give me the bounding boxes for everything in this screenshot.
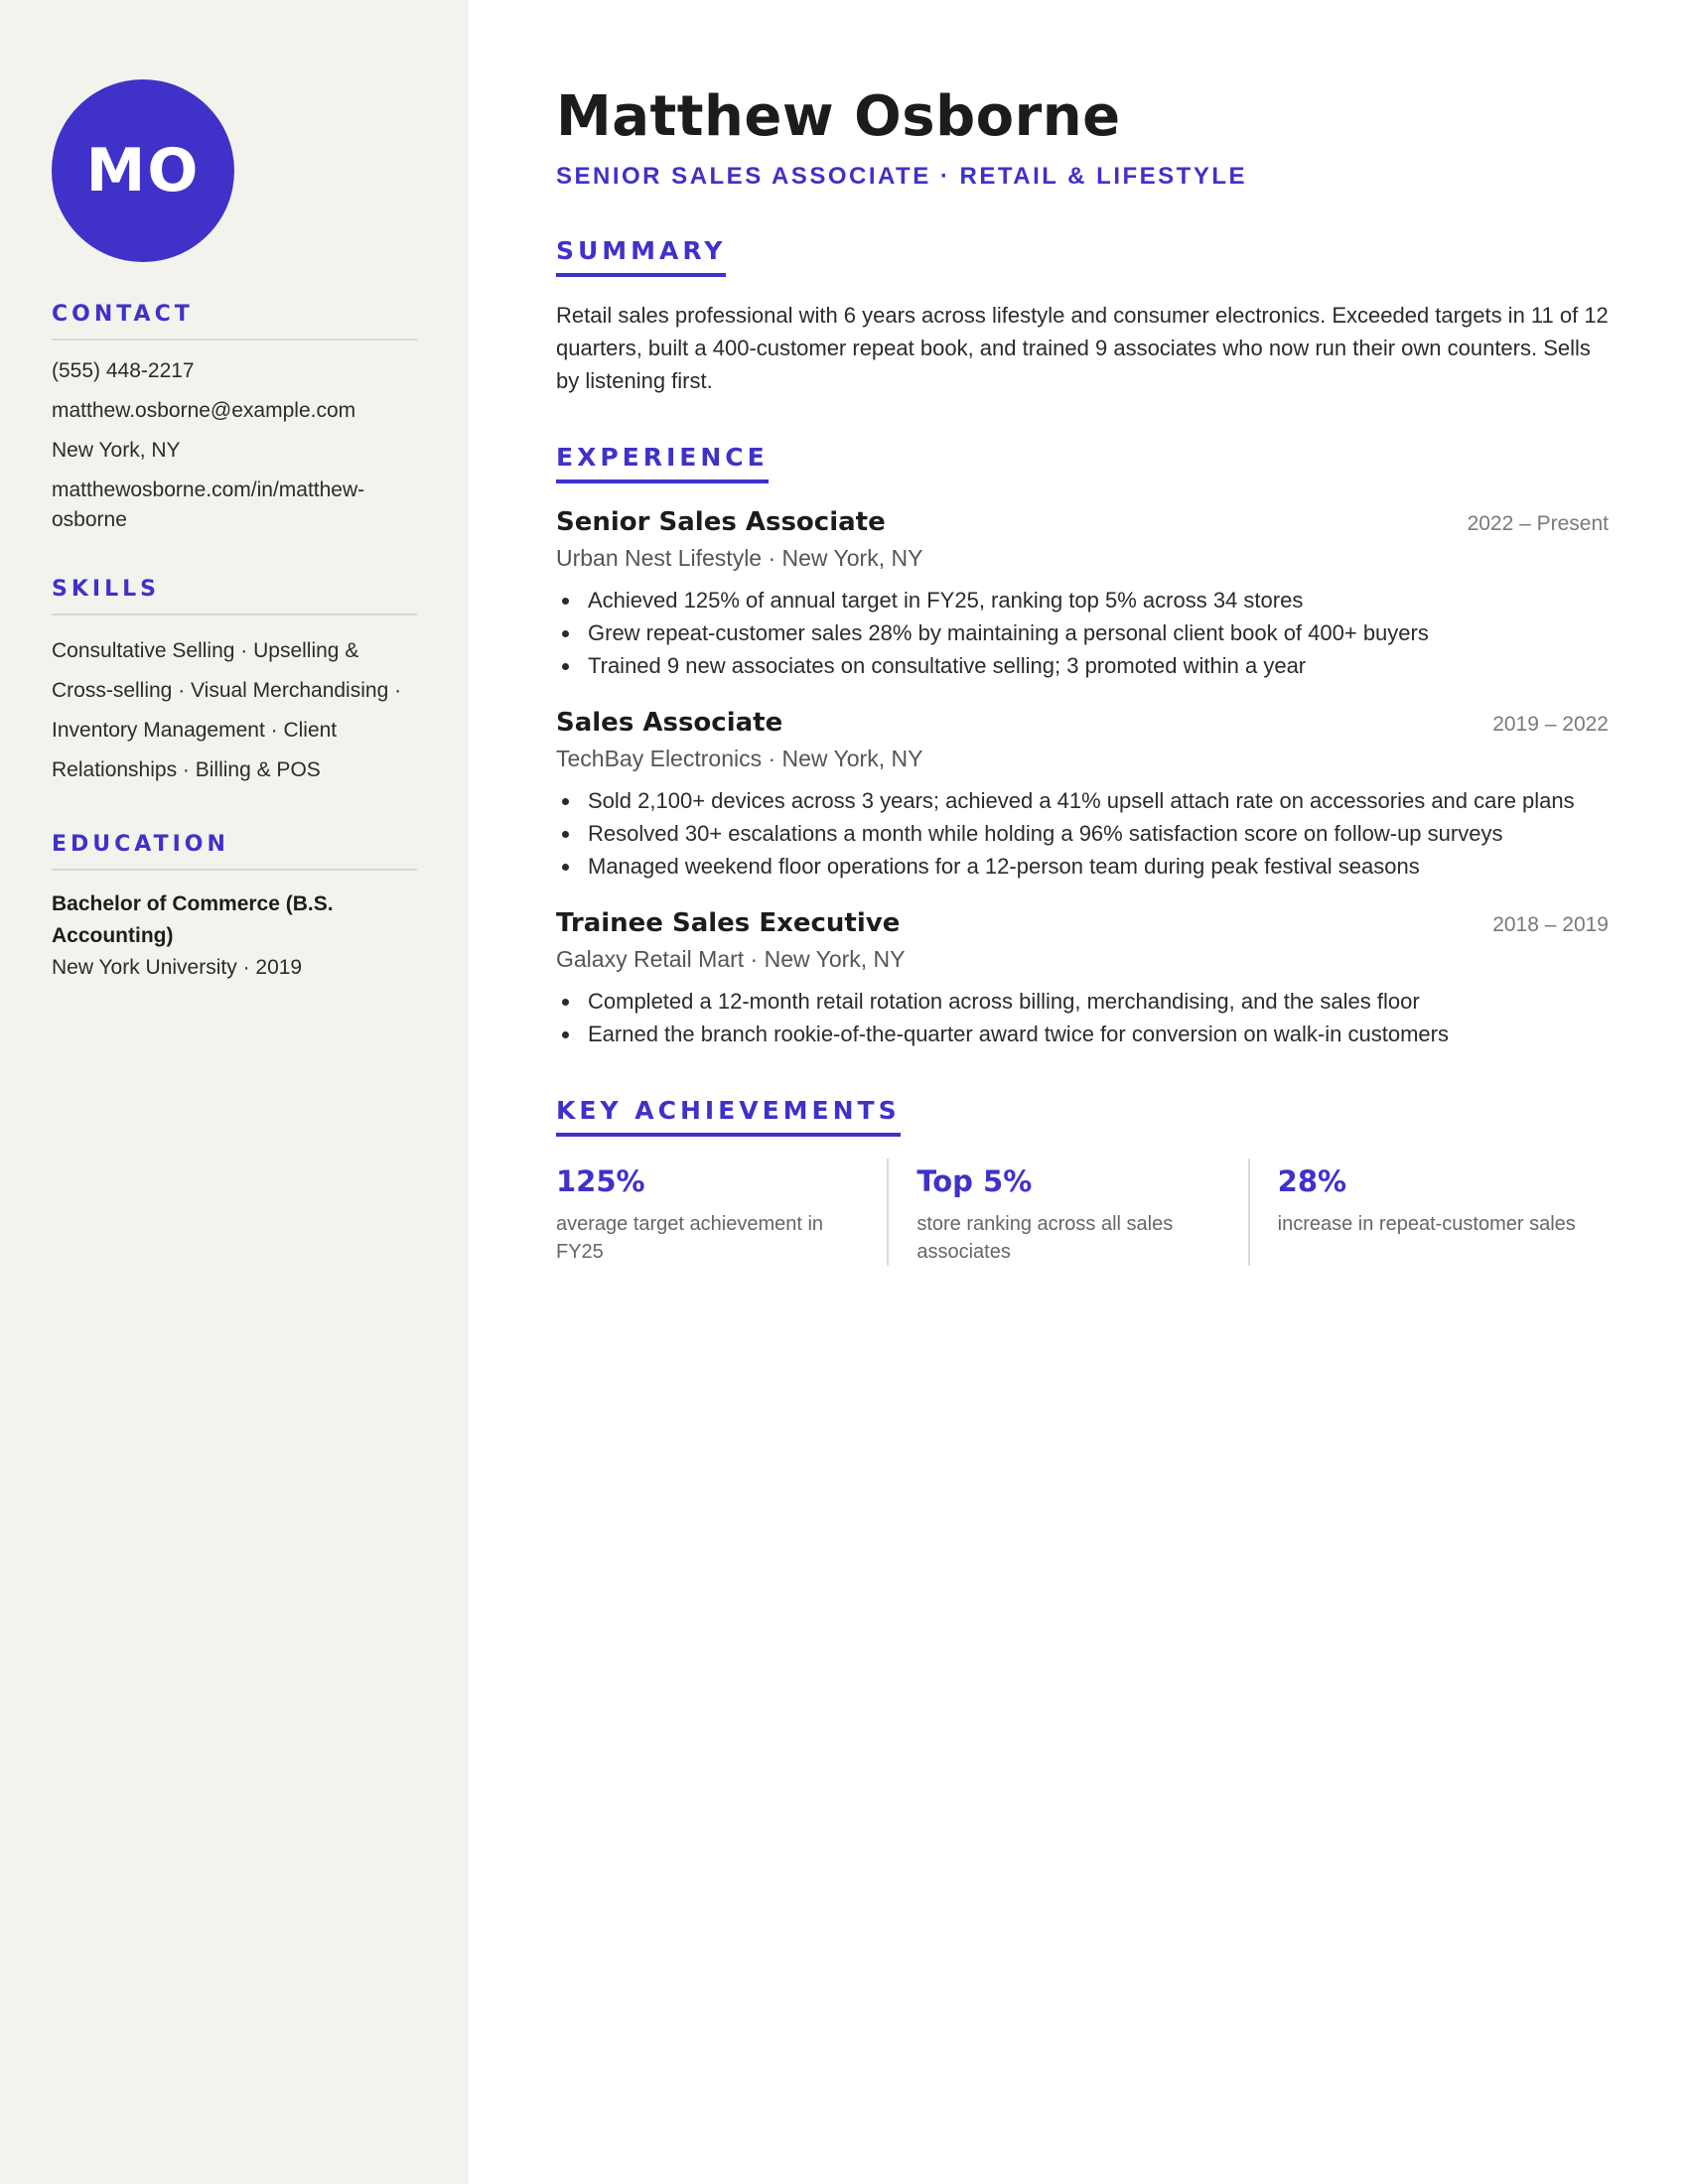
achievement-card	[887, 1159, 1247, 1266]
avatar	[52, 79, 234, 262]
achievement-value: 125%	[556, 1164, 645, 1198]
candidate-role: SENIOR SALES ASSOCIATE · RETAIL & LIFESTYLE	[556, 163, 1247, 190]
achievements-section	[556, 1096, 1609, 1266]
achievement-label: store ranking across all sales associates	[916, 1213, 1174, 1263]
achievements-grid	[556, 1159, 1609, 1266]
skills-list: Consultative Selling · Upselling & Cross-selling · Visual Merchandising · Inventory Management · Client Relationships · Billing & POS	[52, 639, 402, 781]
main-content	[469, 0, 1688, 2184]
achievement-label: average target achievement in FY25	[556, 1213, 824, 1263]
job-bullets	[556, 584, 1609, 682]
contact-phone: (555) 448-2217	[52, 359, 195, 382]
summary-text: Retail sales professional with 6 years across lifestyle and consumer electronics. Exceeded targets in 11 of 12 quarters, built a 400-customer repeat book, and trained 9 associates who now run their own counters. Sells by listening first.	[556, 303, 1609, 393]
experience-section	[556, 443, 1609, 1050]
contact-location: New York, NY	[52, 439, 181, 462]
job-dates: 2022 – Present	[1467, 512, 1609, 535]
contact-website[interactable]: matthewosborne.com/in/matthew-osborne	[52, 478, 365, 531]
skills-heading: SKILLS	[52, 577, 417, 615]
contact-email[interactable]: matthew.osborne@example.com	[52, 399, 356, 422]
job-entry	[556, 507, 1609, 682]
job-entry	[556, 908, 1609, 1050]
summary-heading: SUMMARY	[556, 236, 726, 277]
job-bullet: Grew repeat-customer sales 28% by maintaining a personal client book of 400+ buyers	[556, 616, 1609, 649]
job-bullet: Trained 9 new associates on consultative selling; 3 promoted within a year	[556, 649, 1609, 682]
sidebar	[0, 0, 469, 2184]
achievement-card	[1248, 1159, 1609, 1266]
contact-heading: CONTACT	[52, 302, 417, 341]
contact-section	[52, 302, 417, 535]
summary-section	[556, 236, 1609, 397]
achievements-heading: KEY ACHIEVEMENTS	[556, 1096, 901, 1137]
job-company: Galaxy Retail Mart · New York, NY	[556, 946, 906, 972]
achievement-value: Top 5%	[916, 1164, 1033, 1198]
job-title: Trainee Sales Executive	[556, 908, 901, 938]
job-title: Sales Associate	[556, 708, 783, 738]
job-bullet: Earned the branch rookie-of-the-quarter award twice for conversion on walk-in customers	[556, 1018, 1609, 1050]
job-bullet: Completed a 12-month retail rotation across billing, merchandising, and the sales floor	[556, 985, 1609, 1018]
education-heading: EDUCATION	[52, 832, 417, 871]
contact-list	[52, 356, 417, 535]
education-degree: Bachelor of Commerce (B.S. Accounting)	[52, 892, 334, 947]
job-bullets	[556, 985, 1609, 1050]
candidate-name: Matthew Osborne	[556, 84, 1121, 149]
job-title: Senior Sales Associate	[556, 507, 886, 537]
job-entry	[556, 708, 1609, 883]
job-bullets	[556, 784, 1609, 883]
achievement-label: increase in repeat-customer sales	[1277, 1213, 1576, 1235]
job-dates: 2018 – 2019	[1492, 913, 1609, 936]
job-bullet: Managed weekend floor operations for a 12-person team during peak festival seasons	[556, 850, 1609, 883]
job-bullet: Achieved 125% of annual target in FY25, ranking top 5% across 34 stores	[556, 584, 1609, 616]
job-company: TechBay Electronics · New York, NY	[556, 746, 923, 771]
job-company: Urban Nest Lifestyle · New York, NY	[556, 545, 923, 571]
education-school: New York University · 2019	[52, 956, 303, 979]
job-bullet: Sold 2,100+ devices across 3 years; achieved a 41% upsell attach rate on accessories and care plans	[556, 784, 1609, 817]
job-header	[556, 507, 1609, 537]
skills-section	[52, 577, 417, 790]
experience-heading: EXPERIENCE	[556, 443, 769, 483]
avatar-initials: MO	[85, 136, 201, 205]
achievement-value: 28%	[1277, 1164, 1347, 1198]
job-bullet: Resolved 30+ escalations a month while holding a 96% satisfaction score on follow-up surveys	[556, 817, 1609, 850]
achievement-card	[556, 1159, 887, 1266]
job-dates: 2019 – 2022	[1492, 713, 1609, 736]
job-header	[556, 708, 1609, 738]
education-section	[52, 832, 417, 984]
job-header	[556, 908, 1609, 938]
